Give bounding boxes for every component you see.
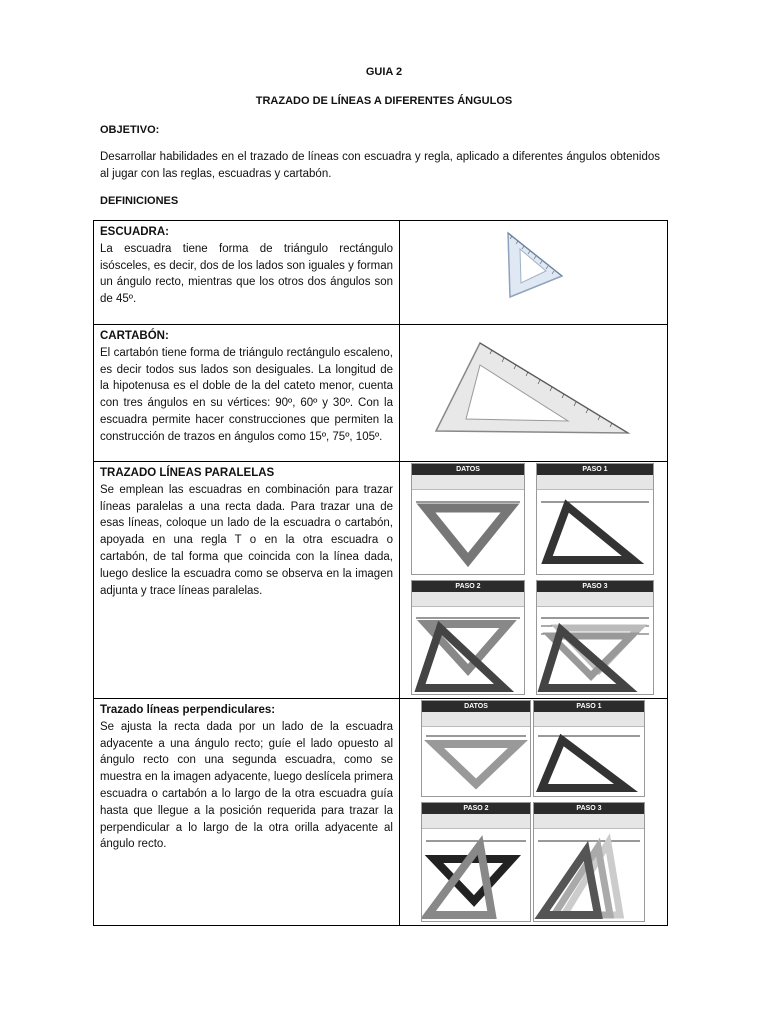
objective-heading: OBJETIVO:: [100, 124, 160, 136]
step-label: DATOS: [412, 464, 524, 475]
escuadra-text: La escuadra tiene forma de triángulo rectángulo isósceles, es decir, dos de los lados son iguales y forman un ángulo recto, mientras que los otros dos ángulos son de 45º.: [100, 242, 393, 306]
step-panel-datos: [411, 463, 525, 575]
perpendiculares-cell: [94, 699, 400, 926]
perpendiculares-title: Trazado líneas perpendiculares:: [100, 704, 276, 716]
table-row: [94, 462, 668, 699]
set-square-45-image: [400, 221, 667, 319]
perpendiculares-image-cell: [400, 699, 668, 926]
page-title: TRAZADO DE LÍNEAS A DIFERENTES ÁNGULOS: [255, 95, 513, 107]
step-label: PASO 1: [537, 464, 653, 475]
table-row: [94, 221, 668, 325]
paralelas-cell: [94, 462, 400, 699]
escuadra-title: ESCUADRA:: [100, 226, 169, 238]
perpendiculares-text: Se ajusta la recta dada por un lado de la escuadra adyacente a una ángulo recto; guíe el lado opuesto al ángulo recto con una segunda escuadra, como se muestra en la imagen adyacente, luego deslícela primera escuadra o cartabón a lo largo de la otra escuadra guía hasta que llegue a la posición requerida para trazar la perpendicular a lo largo de la otra orilla adyacente al ángulo recto.: [100, 720, 393, 851]
table-row: [94, 699, 668, 926]
guide-number: GUIA 2: [365, 66, 403, 78]
paralelas-image-cell: [400, 462, 668, 699]
step-label: PASO 3: [537, 581, 653, 592]
escuadra-cell: [94, 221, 400, 325]
escuadra-image-cell: [400, 221, 668, 325]
step-panel-paso-3: [533, 802, 645, 922]
paralelas-text: Se emplean las escuadras en combinación para trazar líneas paralelas a una recta dada. Para trazar una de esas líneas, coloque un lado de la escuadra o cartabón, apoyada en una regla T o en la otra escuadra o cartabón, de tal forma que coincida con la línea dada, luego deslice la escuadra como se observa en la imagen adjunta y trace líneas paralelas.: [100, 483, 393, 597]
objective-text: Desarrollar habilidades en el trazado de líneas con escuadra y regla, aplicado a diferentes ángulos obtenidos al jugar con las reglas, escuadras y cartabón.: [100, 151, 660, 180]
cartabon-image-cell: [400, 325, 668, 462]
step-label: PASO 2: [412, 581, 524, 592]
set-square-30-60-image: [400, 325, 667, 456]
paralelas-title: TRAZADO LÍNEAS PARALELAS: [100, 467, 275, 479]
cartabon-title: CARTABÓN:: [100, 330, 169, 342]
step-label: PASO 2: [422, 803, 530, 814]
step-panel-paso-1: [533, 700, 645, 797]
definitions-table: [93, 220, 668, 926]
definitions-heading: DEFINICIONES: [100, 195, 179, 207]
step-label: PASO 3: [534, 803, 644, 814]
step-panel-datos: [421, 700, 531, 797]
step-label: DATOS: [422, 701, 530, 712]
cartabon-text: El cartabón tiene forma de triángulo rectángulo escaleno, es decir todos sus lados son desiguales. La longitud de la hipotenusa es el doble de la del cateto menor, cuenta con tres ángulos en su vértices: 90º, 60º y 30º. Con la escuadra permite hacer construcciones que permiten la construcción de trazos en ángulos como 15º, 75º, 105º.: [100, 346, 393, 443]
step-panel-paso-2: [411, 580, 525, 695]
table-row: [94, 325, 668, 462]
step-panel-paso-1: [536, 463, 654, 575]
step-panel-paso-3: [536, 580, 654, 695]
cartabon-cell: [94, 325, 400, 462]
step-panel-paso-2: [421, 802, 531, 922]
step-label: PASO 1: [534, 701, 644, 712]
